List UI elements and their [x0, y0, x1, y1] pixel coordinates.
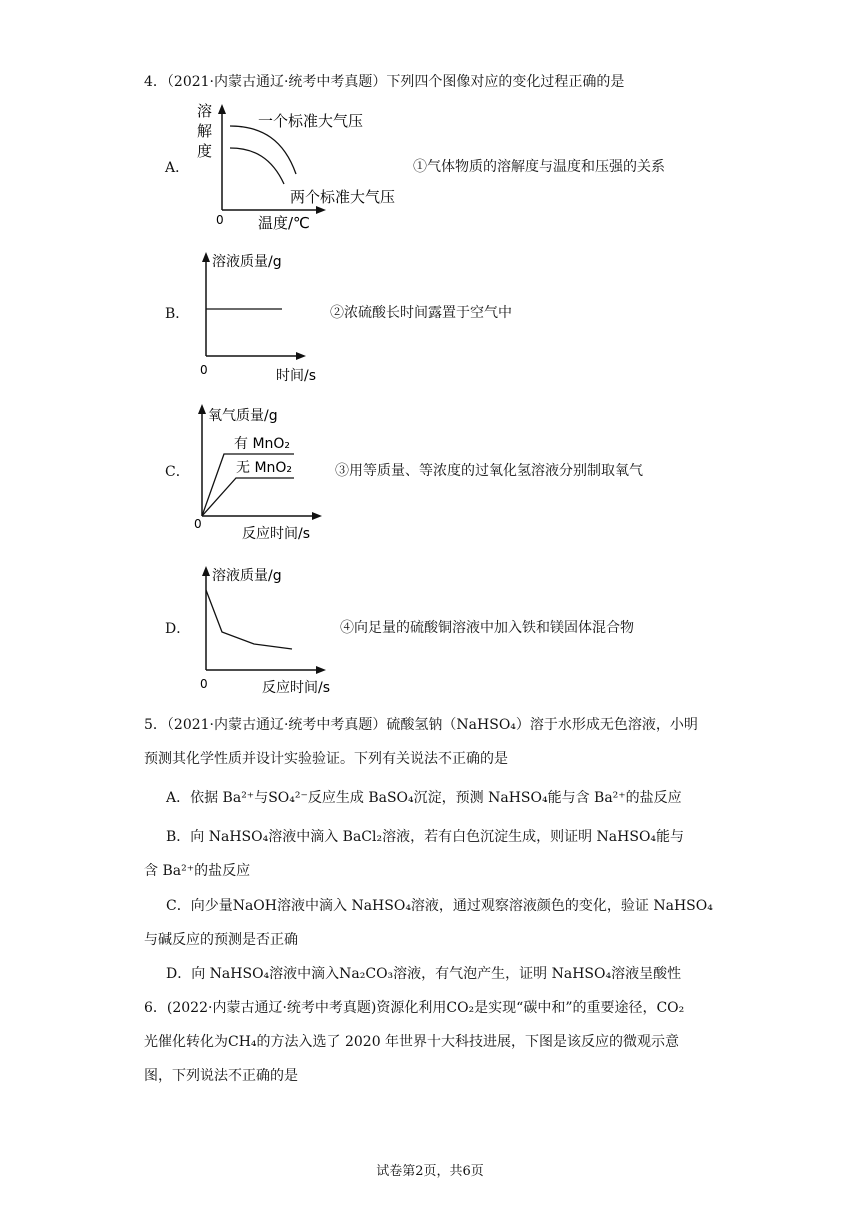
graph-c-ylabel: 氧气质量/g: [208, 408, 278, 424]
graph-d-origin: 0: [200, 677, 208, 691]
q4-option-c-desc: ③用等质量、等浓度的过氧化氢溶液分别制取氧气: [335, 463, 643, 479]
q4-option-d-letter[interactable]: D．: [165, 621, 191, 637]
q5-option-a[interactable]: A．依据 Ba²⁺与SO₄²⁻反应生成 BaSO₄沉淀，预测 NaHSO₄能与含 Ba²⁺的盐反应: [166, 790, 682, 806]
q4-option-a-letter[interactable]: A．: [165, 160, 190, 176]
graph-a-ylabel-2: 解: [197, 122, 213, 140]
graph-c-line-without-mno2: [202, 478, 294, 516]
graph-a-curve-bottom-label: 两个标准大气压: [290, 188, 396, 206]
q5-line-2: 预测其化学性质并设计实验验证。下列有关说法不正确的是: [144, 751, 508, 767]
q4-graph-d: [196, 562, 346, 697]
graph-c-y-arrow: [198, 404, 206, 414]
page-footer: 试卷第2页，共6页: [376, 1164, 484, 1179]
graph-b-origin: 0: [200, 363, 208, 377]
q6-line-3: 图，下列说法不正确的是: [144, 1068, 298, 1084]
q5-option-b-line-1[interactable]: B．向 NaHSO₄溶液中滴入 BaCl₂溶液，若有白色沉淀生成，则证明 NaHSO₄能与: [166, 829, 685, 845]
graph-a-origin: 0: [216, 213, 224, 227]
graph-c-x-arrow: [312, 512, 322, 520]
graph-a-x-arrow: [316, 206, 326, 214]
graph-a-ylabel-1: 溶: [197, 102, 213, 120]
q6-line-2: 光催化转化为CH₄的方法入选了 2020 年世界十大科技进展，下图是该反应的微观示意: [144, 1034, 680, 1050]
graph-b-y-arrow: [202, 252, 210, 262]
q4-stem: 4．（2021·内蒙古通辽·统考中考真题）下列四个图像对应的变化过程正确的是: [144, 74, 625, 90]
graph-a-y-arrow: [218, 104, 226, 114]
graph-a-ylabel-3: 度: [197, 142, 213, 160]
graph-b-x-arrow: [296, 352, 306, 360]
graph-d-ylabel: 溶液质量/g: [212, 568, 282, 584]
graph-b-ylabel: 溶液质量/g: [212, 254, 282, 270]
graph-d-y-arrow: [202, 566, 210, 576]
graph-c-line2-label: 无 MnO₂: [236, 460, 293, 476]
graph-d-x-arrow: [316, 666, 326, 674]
graph-a-curve-bottom: [230, 148, 284, 184]
q5-option-c-line-1[interactable]: C．向少量NaOH溶液中滴入 NaHSO₄溶液，通过观察溶液颜色的变化，验证 NaHSO₄: [166, 898, 713, 914]
q4-option-b-letter[interactable]: B．: [165, 306, 190, 322]
q5-option-d[interactable]: D．向 NaHSO₄溶液中滴入Na₂CO₃溶液，有气泡产生，证明 NaHSO₄溶液呈酸性: [166, 966, 682, 982]
q4-option-a-desc: ①气体物质的溶解度与温度和压强的关系: [413, 159, 665, 175]
graph-c-origin: 0: [194, 517, 202, 531]
graph-c-xlabel: 反应时间/s: [242, 526, 311, 540]
graph-c-line1-label: 有 MnO₂: [234, 436, 291, 452]
q4-option-b-desc: ②浓硫酸长时间露置于空气中: [330, 305, 512, 321]
graph-d-xlabel: 反应时间/s: [262, 680, 331, 696]
q4-graph-c: [190, 400, 335, 540]
q5-line-1: 5．（2021·内蒙古通辽·统考中考真题）硫酸氢钠（NaHSO₄）溶于水形成无色溶液，小明: [144, 717, 698, 733]
graph-b-xlabel: 时间/s: [276, 368, 317, 384]
q5-option-b-line-2: 含 Ba²⁺的盐反应: [144, 863, 251, 879]
q5-option-c-line-2: 与碱反应的预测是否正确: [144, 932, 298, 948]
q4-graph-a: [192, 102, 412, 232]
graph-a-curve-top: [230, 126, 296, 174]
graph-a-curve-top-label: 一个标准大气压: [258, 112, 364, 130]
q4-option-d-desc: ④向足量的硫酸铜溶液中加入铁和镁固体混合物: [340, 620, 634, 636]
q6-line-1: 6．(2022·内蒙古通辽·统考中考真题)资源化利用CO₂是实现“碳中和”的重要途径，CO₂: [144, 1000, 685, 1016]
q4-option-c-letter[interactable]: C．: [165, 464, 190, 480]
graph-d-curve: [206, 590, 292, 649]
graph-a-xlabel: 温度/℃: [258, 214, 310, 232]
